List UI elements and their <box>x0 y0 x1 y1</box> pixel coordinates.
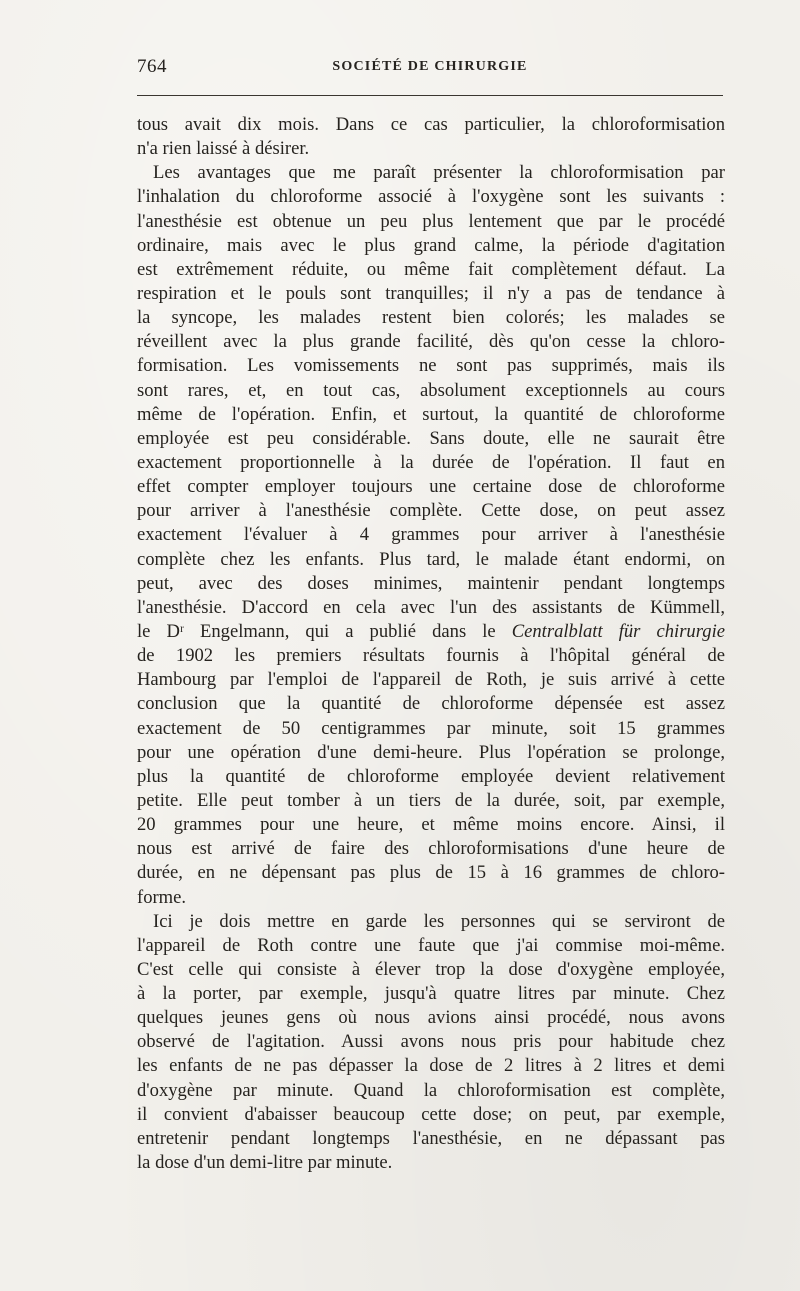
text-line: il convient d'abaisser beaucoup cette dose; on peut, par exemple, <box>137 1103 725 1125</box>
text-segment: le Dʳ Engelmann, qui a publié dans le <box>137 620 512 642</box>
text-line: l'appareil de Roth contre une faute que j'ai commise moi-même. <box>137 934 725 956</box>
text-line: entretenir pendant longtemps l'anesthésie, en ne dépassant pas <box>137 1127 725 1149</box>
text-line: peut, avec des doses minimes, maintenir pendant longtemps <box>137 572 725 594</box>
text-line: plus la quantité de chloroforme employée devient relativement <box>137 765 725 787</box>
text-line: exactement proportionnelle à la durée de l'opération. Il faut en <box>137 451 725 473</box>
body-text <box>137 113 725 1175</box>
text-line: respiration et le pouls sont tranquilles; il n'y a pas de tendance à <box>137 282 725 304</box>
running-title: SOCIÉTÉ DE CHIRURGIE <box>332 59 528 74</box>
text-line: Les avantages que me paraît présenter la chloroformisation par <box>153 162 725 184</box>
text-line <box>137 620 725 644</box>
text-line: Ici je dois mettre en garde les personnes qui se serviront de <box>153 910 725 932</box>
text-line: quelques jeunes gens où nous avions ainsi procédé, nous avons <box>137 1007 725 1029</box>
text-line: les enfants de ne pas dépasser la dose de 2 litres à 2 litres et demi <box>137 1055 725 1077</box>
text-line: l'anesthésie est obtenue un peu plus lentement que par le procédé <box>137 210 725 232</box>
text-line: ordinaire, mais avec le plus grand calme, la période d'agitation <box>137 234 725 256</box>
text-line: n'a rien laissé à désirer. <box>137 138 310 160</box>
page-number: 764 <box>137 56 167 77</box>
text-line: est extrêmement réduite, ou même fait complètement défaut. La <box>137 258 725 280</box>
page-header <box>137 56 723 82</box>
text-line: 20 grammes pour une heure, et même moins encore. Ainsi, il <box>137 814 725 836</box>
text-line: complète chez les enfants. Plus tard, le malade étant endormi, on <box>137 548 725 570</box>
text-line: pour arriver à l'anesthésie complète. Cette dose, on peut assez <box>137 500 725 522</box>
text-line: nous est arrivé de faire des chloroformisations d'une heure de <box>137 838 725 860</box>
text-line: la dose d'un demi-litre par minute. <box>137 1152 393 1174</box>
text-line: réveillent avec la plus grande facilité, dès qu'on cesse la chloro- <box>137 331 725 353</box>
text-line: conclusion que la quantité de chloroforme dépensée est assez <box>137 693 725 715</box>
text-line: C'est celle qui consiste à élever trop la dose d'oxygène employée, <box>137 958 725 980</box>
text-line: Hambourg par l'emploi de l'appareil de Roth, je suis arrivé à cette <box>137 669 725 691</box>
text-line: l'anesthésie. D'accord en cela avec l'un des assistants de Kümmell, <box>137 596 725 618</box>
text-line: de 1902 les premiers résultats fournis à l'hôpital général de <box>137 645 725 667</box>
header-rule <box>137 95 723 96</box>
text-line: durée, en ne dépensant pas plus de 15 à 16 grammes de chloro- <box>137 862 725 884</box>
text-line: effet compter employer toujours une certaine dose de chloroforme <box>137 476 725 498</box>
text-line: petite. Elle peut tomber à un tiers de la durée, soit, par exemple, <box>137 789 725 811</box>
text-line: l'inhalation du chloroforme associé à l'oxygène sont les suivants : <box>137 186 725 208</box>
text-line: la syncope, les malades restent bien colorés; les malades se <box>137 307 725 329</box>
text-line: sont rares, et, en tout cas, absolument exceptionnels au cours <box>137 379 725 401</box>
text-line: à la porter, par exemple, jusqu'à quatre litres par minute. Chez <box>137 983 725 1005</box>
text-line: observé de l'agitation. Aussi avons nous pris pour habitude chez <box>137 1031 725 1053</box>
text-line: formisation. Les vomissements ne sont pas supprimés, mais ils <box>137 355 725 377</box>
text-line: pour une opération d'une demi-heure. Plus l'opération se prolonge, <box>137 741 725 763</box>
text-line: exactement de 50 centigrammes par minute, soit 15 grammes <box>137 717 725 739</box>
text-line: forme. <box>137 886 187 908</box>
text-line: exactement l'évaluer à 4 grammes pour arriver à l'anesthésie <box>137 524 725 546</box>
journal-title: Centralblatt für chirurgie <box>511 620 725 642</box>
text-line: tous avait dix mois. Dans ce cas particulier, la chloroformisation <box>137 114 725 135</box>
text-line: même de l'opération. Enfin, et surtout, la quantité de chloroforme <box>137 403 725 425</box>
text-line: d'oxygène par minute. Quand la chloroformisation est complète, <box>137 1079 725 1101</box>
text-line: employée est peu considérable. Sans doute, elle ne saurait être <box>137 427 725 449</box>
